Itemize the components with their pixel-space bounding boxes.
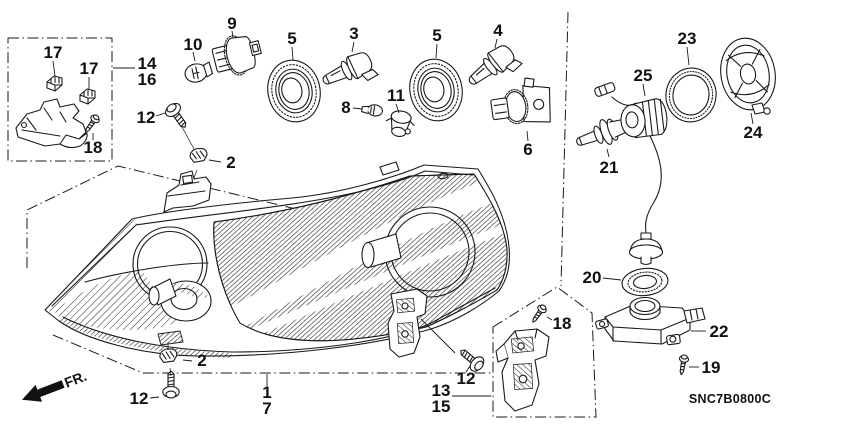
callout-14: 14 [137, 54, 157, 73]
clip-17-b [80, 89, 95, 104]
callout-6: 6 [523, 140, 533, 159]
callout-10: 10 [183, 35, 203, 54]
callout-21: 21 [599, 158, 619, 177]
top-tab [380, 162, 399, 175]
socket-9 [210, 30, 265, 80]
fr-label: FR. [62, 367, 89, 391]
callout-5-a: 5 [287, 29, 297, 48]
callout-13: 13 [431, 381, 451, 400]
o-ring-23 [662, 64, 721, 126]
callout-9: 9 [227, 14, 237, 33]
callout-12-b: 12 [129, 389, 149, 408]
top-mounting-bracket [164, 171, 211, 212]
callout-17-b: 17 [79, 59, 99, 78]
callout-22: 22 [709, 322, 729, 341]
grommet-5-b [404, 54, 468, 125]
clip-17-a [47, 76, 62, 91]
bulb-4 [463, 41, 523, 97]
callout-18-b: 18 [552, 314, 572, 333]
callout-3: 3 [349, 24, 359, 43]
callout-15: 15 [431, 397, 451, 416]
callout-25: 25 [633, 66, 653, 85]
callout-18-a: 18 [83, 138, 103, 157]
bolt-12-a [163, 100, 192, 131]
diagram-code: SNC7B0800C [688, 392, 772, 406]
bulb-8 [361, 103, 383, 117]
igniter-cable [646, 136, 662, 233]
headlight-unit-drawing [45, 162, 512, 358]
socket-6 [488, 75, 554, 130]
callout-23: 23 [677, 29, 697, 48]
bottom-tab [158, 331, 183, 345]
socket-11 [384, 109, 416, 139]
mount-ring-20 [621, 266, 670, 298]
callout-19: 19 [701, 358, 721, 377]
callout-11: 11 [387, 86, 405, 105]
callout-17-a: 17 [43, 43, 63, 62]
callout-20: 20 [582, 268, 602, 287]
callout-1: 1 [262, 383, 272, 402]
screw-19 [677, 354, 690, 375]
bracket-assembly-14-16 [16, 99, 87, 148]
bulb-3 [318, 48, 378, 97]
cover-24 [715, 34, 781, 114]
callout-24: 24 [743, 123, 763, 142]
callout-2-a: 2 [226, 153, 236, 172]
callout-8: 8 [341, 98, 351, 117]
bracket-assembly-13-15 [496, 329, 549, 411]
bulb-10 [183, 61, 213, 84]
grommet-5-a [262, 55, 326, 126]
callout-12-c: 12 [456, 369, 476, 388]
callout-4: 4 [493, 21, 503, 40]
ballast-unit-22 [595, 298, 705, 345]
screw-18-b [529, 303, 548, 325]
callout-7: 7 [262, 399, 272, 418]
callout-16: 16 [137, 70, 157, 89]
callout-5-b: 5 [432, 26, 442, 45]
callout-2-b: 2 [197, 351, 207, 370]
front-direction-arrow [19, 367, 89, 408]
callout-12-a: 12 [136, 108, 156, 127]
clip-2-a [189, 147, 208, 163]
cable-grommet [630, 233, 663, 265]
arrow-icon [19, 376, 67, 409]
